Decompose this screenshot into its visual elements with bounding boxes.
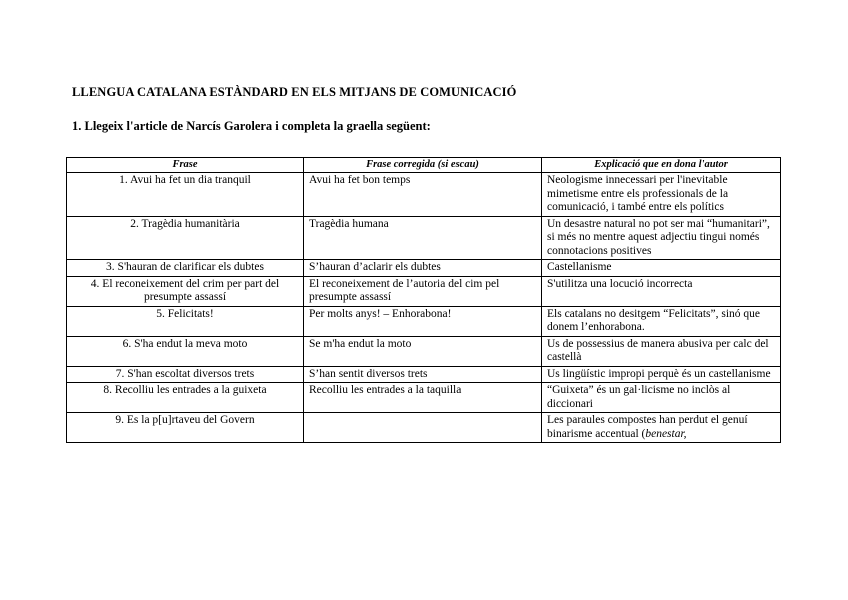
- cell-explicacio: S'utilitza una locució incorrecta: [542, 276, 781, 306]
- table-row: [67, 366, 781, 383]
- instruction-text: 1. Llegeix l'article de Narcís Garolera i completa la graella següent:: [72, 119, 431, 133]
- cell-frase: 1. Avui ha fet un dia tranquil: [67, 173, 304, 217]
- cell-corregida: S’hauran d’aclarir els dubtes: [304, 260, 542, 277]
- table-row: [67, 336, 781, 366]
- cell-frase: 7. S'han escoltat diversos trets: [67, 366, 304, 383]
- table-row: [67, 260, 781, 277]
- cell-corregida: [304, 413, 542, 443]
- cell-frase: 9. Es la p[u]rtaveu del Govern: [67, 413, 304, 443]
- cell-corregida: Recolliu les entrades a la taquilla: [304, 383, 542, 413]
- cell-explicacio: “Guixeta” és un gal·licisme no inclòs al diccionari: [542, 383, 781, 413]
- table-row: [67, 383, 781, 413]
- cell-explicacio: Us lingüístic impropi perquè és un castellanisme: [542, 366, 781, 383]
- cell-frase: 2. Tragèdia humanitària: [67, 216, 304, 260]
- table-header-row: [67, 158, 781, 173]
- cell-explicacio: Castellanisme: [542, 260, 781, 277]
- header-frase: Frase: [67, 158, 304, 173]
- header-frase-corregida: Frase corregida (si escau): [304, 158, 542, 173]
- cell-frase: 4. El reconeixement del crim per part del presumpte assassí: [67, 276, 304, 306]
- cell-corregida: Se m'ha endut la moto: [304, 336, 542, 366]
- table-row: [67, 173, 781, 217]
- cell-corregida: S’han sentit diversos trets: [304, 366, 542, 383]
- cell-corregida: Per molts anys! – Enhorabona!: [304, 306, 542, 336]
- cell-explicacio: [542, 413, 781, 443]
- table-row: [67, 413, 781, 443]
- table-row: [67, 216, 781, 260]
- cell-frase: 8. Recolliu les entrades a la guixeta: [67, 383, 304, 413]
- explicacio-italic-example: benestar,: [645, 427, 687, 440]
- cell-frase: 6. S'ha endut la meva moto: [67, 336, 304, 366]
- document-title: LLENGUA CATALANA ESTÀNDARD EN ELS MITJANS DE COMUNICACIÓ: [72, 85, 517, 99]
- phrase-correction-table: [66, 157, 781, 443]
- table-row: [67, 306, 781, 336]
- cell-frase: 3. S'hauran de clarificar els dubtes: [67, 260, 304, 277]
- header-explicacio: Explicació que en dona l'autor: [542, 158, 781, 173]
- cell-explicacio: Us de possessius de manera abusiva per calc del castellà: [542, 336, 781, 366]
- cell-explicacio: Neologisme innecessari per l'inevitable mimetisme entre els professionals de la comunicació, i també entre els polítics: [542, 173, 781, 217]
- cell-frase: 5. Felicitats!: [67, 306, 304, 336]
- cell-corregida: Avui ha fet bon temps: [304, 173, 542, 217]
- cell-corregida: Tragèdia humana: [304, 216, 542, 260]
- cell-explicacio: Un desastre natural no pot ser mai “humanitari”, si més no mentre aquest adjectiu tingui només connotacions positives: [542, 216, 781, 260]
- table-row: [67, 276, 781, 306]
- cell-corregida: El reconeixement de l’autoria del cim pel presumpte assassí: [304, 276, 542, 306]
- cell-explicacio: Els catalans no desitgem “Felicitats”, sinó que donem l’enhorabona.: [542, 306, 781, 336]
- explicacio-text: Les paraules compostes han perdut el genuí binarisme accentual (: [547, 414, 748, 440]
